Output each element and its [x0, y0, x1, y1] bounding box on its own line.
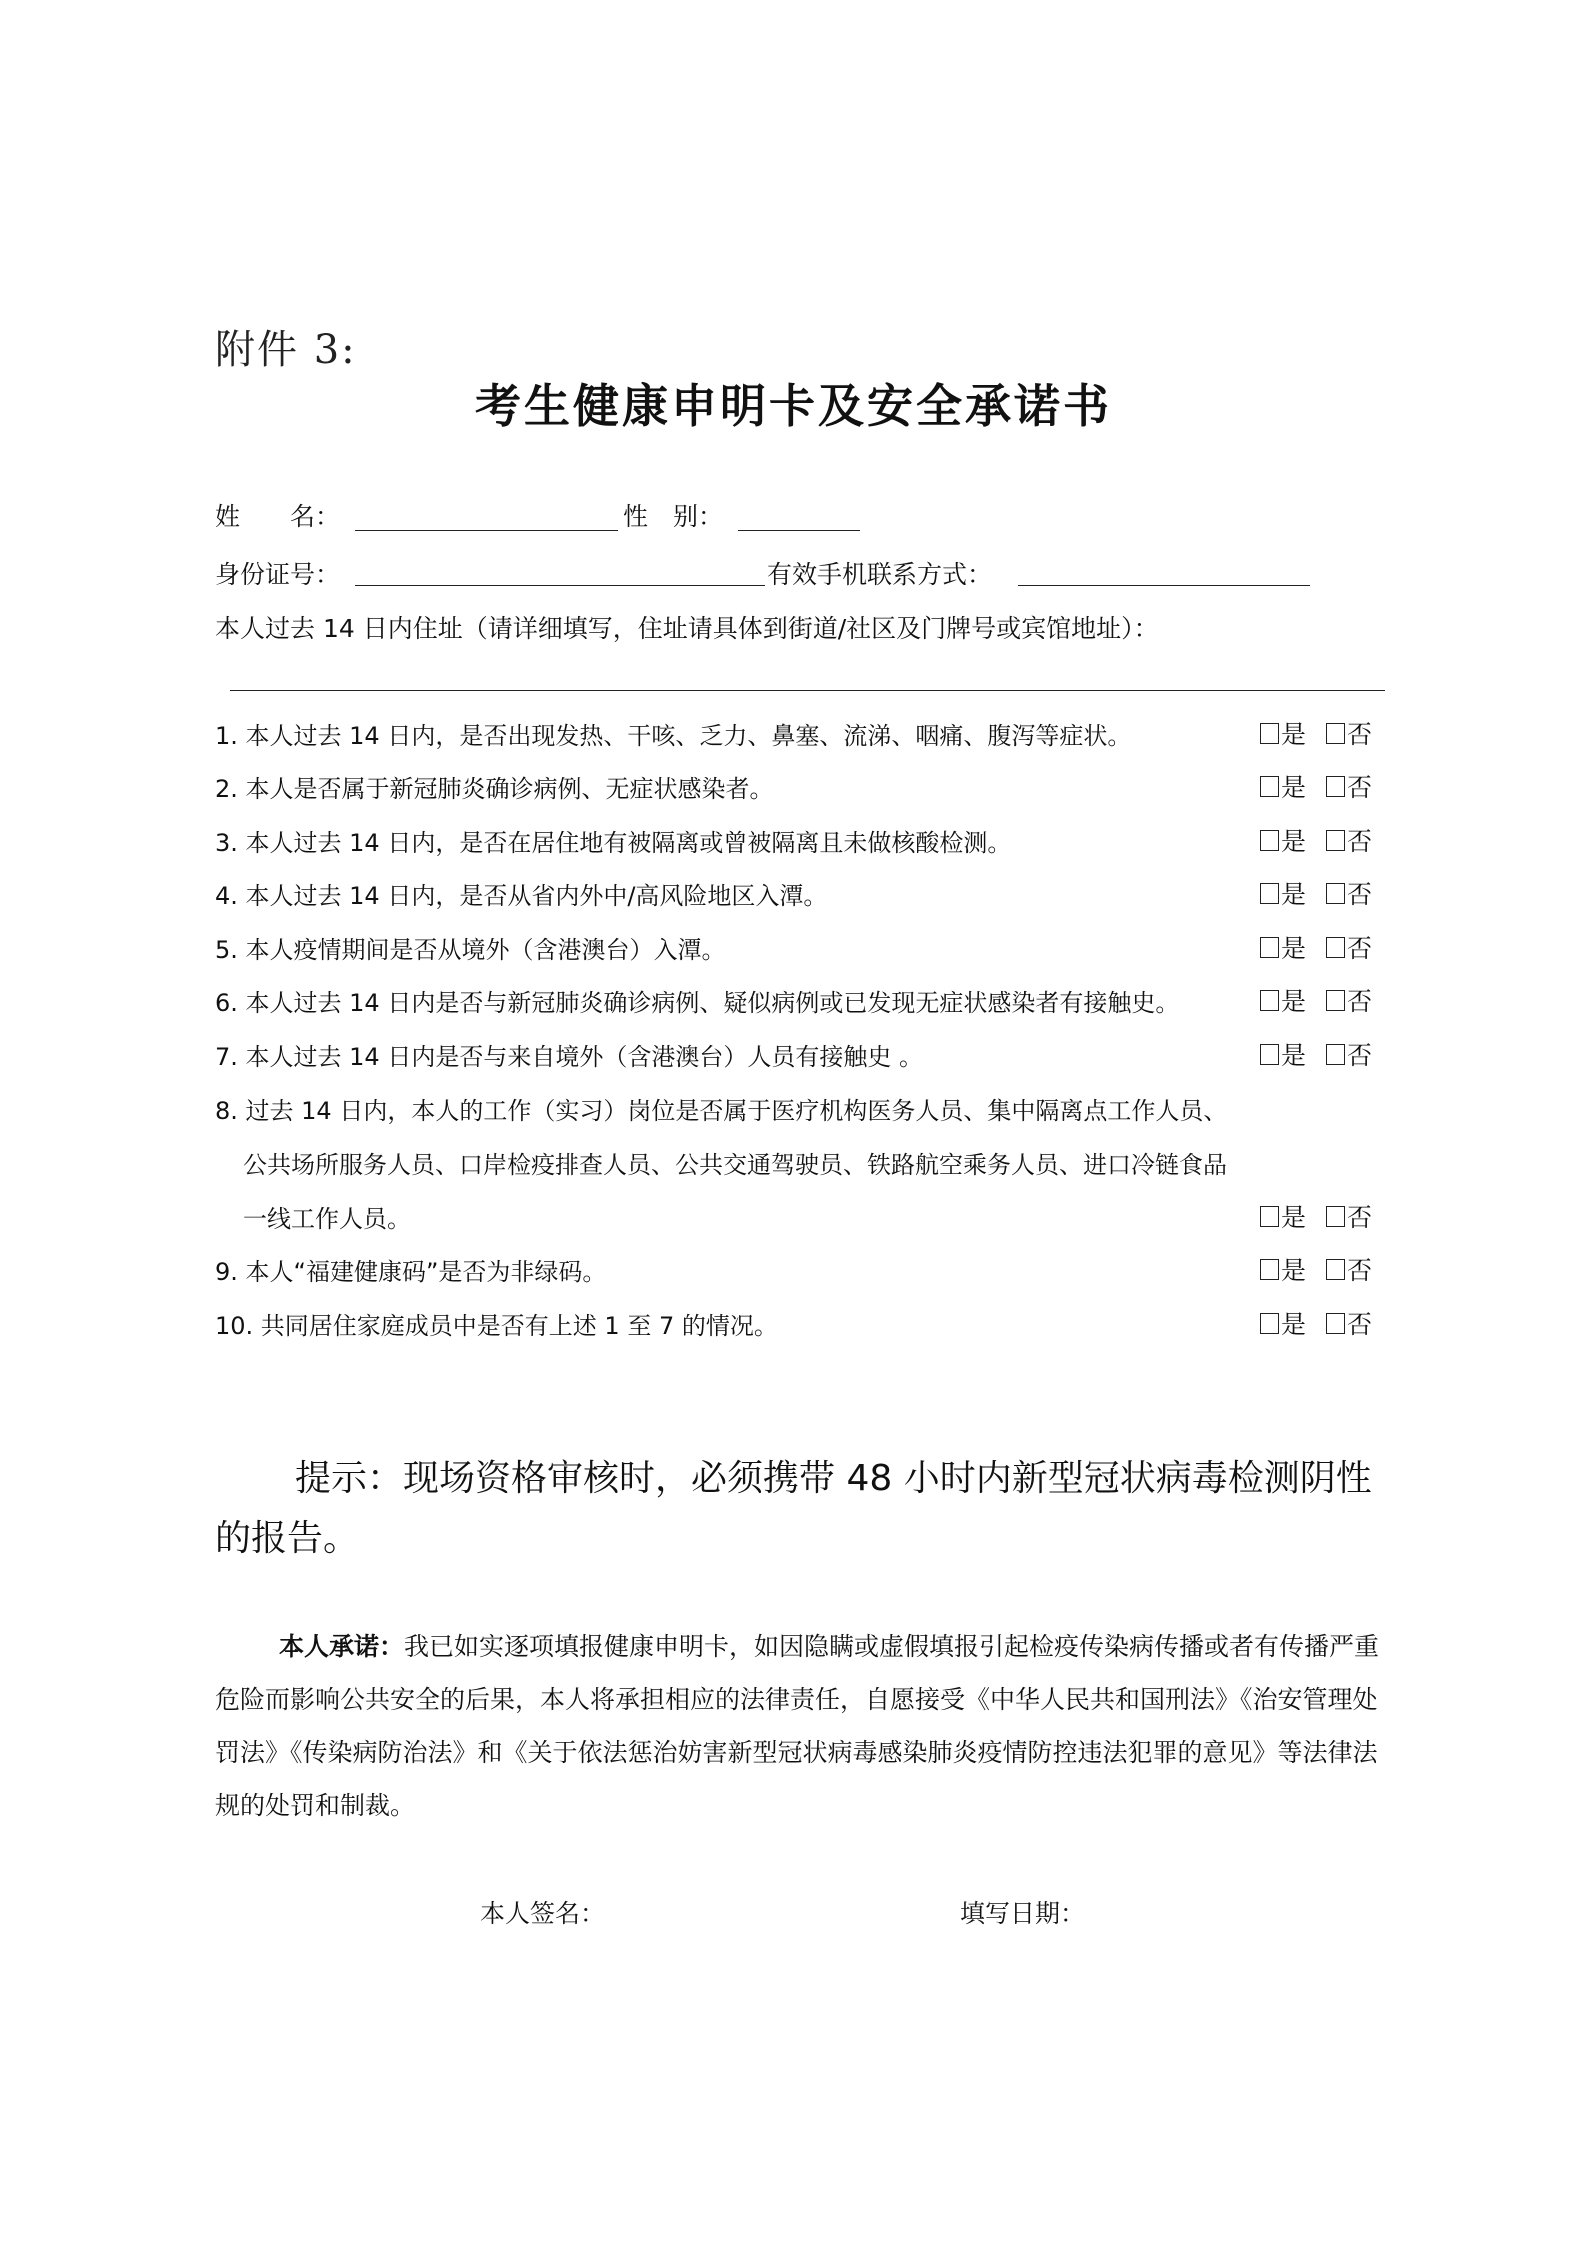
- question-4: 4. 本人过去 14 日内，是否从省内外中/高风险地区入潭。: [215, 882, 828, 910]
- question-3: 3. 本人过去 14 日内，是否在居住地有被隔离或曾被隔离且未做核酸检测。: [215, 829, 1012, 857]
- phone-label: 有效手机联系方式：: [767, 560, 993, 589]
- yes-checkbox[interactable]: 是: [1260, 1036, 1306, 1072]
- checkbox-icon: [1326, 1313, 1345, 1334]
- attachment-label: 附件 3:: [215, 327, 357, 373]
- id-number-field[interactable]: [355, 585, 765, 586]
- gender-field[interactable]: [738, 530, 860, 531]
- answer-group-1: [1260, 715, 1372, 751]
- checkbox-icon: [1260, 830, 1279, 851]
- address-field[interactable]: [230, 690, 1385, 691]
- answer-group-10: [1260, 1305, 1372, 1341]
- no-checkbox[interactable]: 否: [1326, 1251, 1372, 1287]
- signature-label: 本人签名：: [480, 1899, 606, 1928]
- document-title: 考生健康申明卡及安全承诺书: [475, 379, 1112, 433]
- checkbox-icon: [1326, 1044, 1345, 1065]
- checkbox-icon: [1260, 883, 1279, 904]
- yes-checkbox[interactable]: 是: [1260, 768, 1306, 804]
- answer-group-3: [1260, 822, 1372, 858]
- question-10: 10. 共同居住家庭成员中是否有上述 1 至 7 的情况。: [215, 1312, 778, 1340]
- answer-group-2: [1260, 768, 1372, 804]
- yes-checkbox[interactable]: 是: [1260, 875, 1306, 911]
- checkbox-icon: [1326, 830, 1345, 851]
- answer-group-6: [1260, 982, 1372, 1018]
- checkbox-icon: [1326, 1259, 1345, 1280]
- answer-group-8: [1260, 1198, 1372, 1234]
- question-1: 1. 本人过去 14 日内，是否出现发热、干咳、乏力、鼻塞、流涕、咽痛、腹泻等症状。: [215, 722, 1132, 750]
- yes-checkbox[interactable]: 是: [1260, 822, 1306, 858]
- checkbox-icon: [1260, 937, 1279, 958]
- checkbox-icon: [1260, 1044, 1279, 1065]
- question-5: 5. 本人疫情期间是否从境外（含港澳台）入潭。: [215, 936, 726, 964]
- yes-checkbox[interactable]: 是: [1260, 982, 1306, 1018]
- checkbox-icon: [1260, 1206, 1279, 1227]
- pledge-text: 我已如实逐项填报健康申明卡，如因隐瞒或虚假填报引起检疫传染病传播或者有传播严重危险而影响公共安全的后果，本人将承担相应的法律责任，自愿接受《中华人民共和国刑法》《治安管理处罚法》《传染病防治法》和《关于依法惩治妨害新型冠状病毒感染肺炎疫情防控违法犯罪的意见》等法律法规的处罚和制裁。: [215, 1632, 1380, 1820]
- yes-checkbox[interactable]: 是: [1260, 1305, 1306, 1341]
- no-checkbox[interactable]: 否: [1326, 982, 1372, 1018]
- question-7: 7. 本人过去 14 日内是否与来自境外（含港澳台）人员有接触史 。: [215, 1043, 923, 1071]
- no-checkbox[interactable]: 否: [1326, 822, 1372, 858]
- pledge-paragraph: [215, 1620, 1387, 1832]
- no-checkbox[interactable]: 否: [1326, 1198, 1372, 1234]
- question-8-line-2: 公共场所服务人员、口岸检疫排查人员、公共交通驾驶员、铁路航空乘务人员、进口冷链食品: [243, 1151, 1227, 1179]
- answer-group-7: [1260, 1036, 1372, 1072]
- question-9: 9. 本人“福建健康码”是否为非绿码。: [215, 1258, 607, 1286]
- no-checkbox[interactable]: 否: [1326, 1305, 1372, 1341]
- phone-field[interactable]: [1018, 585, 1310, 586]
- yes-checkbox[interactable]: 是: [1260, 1198, 1306, 1234]
- yes-checkbox[interactable]: 是: [1260, 1251, 1306, 1287]
- yes-checkbox[interactable]: 是: [1260, 715, 1306, 751]
- checkbox-icon: [1260, 1259, 1279, 1280]
- checkbox-icon: [1326, 723, 1345, 744]
- checkbox-icon: [1326, 776, 1345, 797]
- pledge-label: 本人承诺：: [279, 1632, 405, 1661]
- no-checkbox[interactable]: 否: [1326, 768, 1372, 804]
- checkbox-icon: [1260, 1313, 1279, 1334]
- gender-label: 性 别：: [623, 502, 724, 531]
- checkbox-icon: [1326, 1206, 1345, 1227]
- question-8-line-1: 8. 过去 14 日内，本人的工作（实习）岗位是否属于医疗机构医务人员、集中隔离点工作人员、: [215, 1097, 1228, 1125]
- no-checkbox[interactable]: 否: [1326, 929, 1372, 965]
- question-2: 2. 本人是否属于新冠肺炎确诊病例、无症状感染者。: [215, 775, 774, 803]
- answer-group-5: [1260, 929, 1372, 965]
- question-6: 6. 本人过去 14 日内是否与新冠肺炎确诊病例、疑似病例或已发现无症状感染者有接触史。: [215, 989, 1180, 1017]
- name-label: 姓 名：: [215, 502, 341, 531]
- no-checkbox[interactable]: 否: [1326, 1036, 1372, 1072]
- checkbox-icon: [1326, 990, 1345, 1011]
- no-checkbox[interactable]: 否: [1326, 715, 1372, 751]
- checkbox-icon: [1260, 776, 1279, 797]
- address-label: 本人过去 14 日内住址（请详细填写，住址请具体到街道/社区及门牌号或宾馆地址）：: [215, 614, 1159, 643]
- answer-group-9: [1260, 1251, 1372, 1287]
- yes-checkbox[interactable]: 是: [1260, 929, 1306, 965]
- date-label: 填写日期：: [960, 1899, 1086, 1928]
- checkbox-icon: [1260, 723, 1279, 744]
- no-checkbox[interactable]: 否: [1326, 875, 1372, 911]
- name-field[interactable]: [355, 530, 618, 531]
- question-8-line-3: 一线工作人员。: [243, 1205, 411, 1233]
- notice-text: 提示：现场资格审核时，必须携带 48 小时内新型冠状病毒检测阴性的报告。: [215, 1458, 1372, 1559]
- checkbox-icon: [1326, 937, 1345, 958]
- checkbox-icon: [1326, 883, 1345, 904]
- answer-group-4: [1260, 875, 1372, 911]
- checkbox-icon: [1260, 990, 1279, 1011]
- id-number-label: 身份证号：: [215, 560, 341, 589]
